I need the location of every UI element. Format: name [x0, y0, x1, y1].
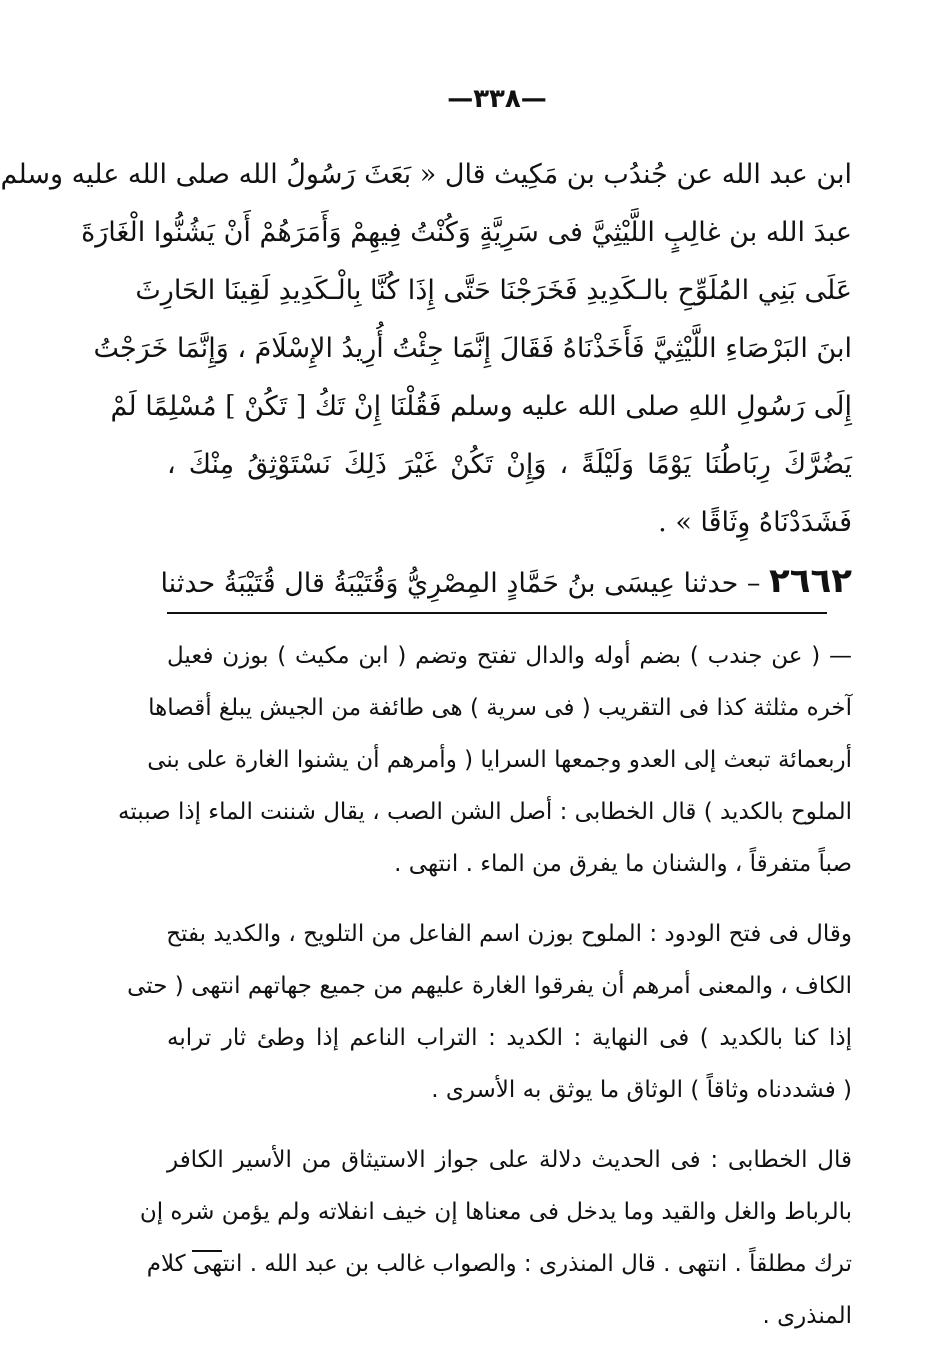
end-dash — [192, 1250, 222, 1252]
commentary-line: أربعمائة تبعث إلى العدو وجمعها السرايا ( وأمرهم أن يشنوا الغارة على بنى — [147, 747, 852, 773]
hadith-text-line: فَشَدَدْنَاهُ وِثَاقًا » . — [658, 507, 852, 538]
commentary-line: ترك مطلقاً . انتهى . قال المنذرى : والصواب غالب بن عبد الله . انتهى كلام — [146, 1251, 852, 1277]
commentary-line: صباً متفرقاً ، والشنان ما يفرق من الماء . انتهى . — [394, 851, 852, 877]
hadith-text-line: ابنَ البَرْصَاءِ اللَّيْثِيَّ فَأَخَذْنَاهُ فَقَالَ إِنَّمَا جِئْتُ أُرِيدُ الإِسْلَامَ ، وَإِنَّمَا خَرَجْتُ — [93, 333, 852, 364]
hadith-text-line: عَلَى بَنِي المُلَوِّحِ بالـكَدِيدِ فَخَرَجْنَا حَتَّى إِذَا كُنَّا بِالْـكَدِيدِ لَقِينَا الحَارِثَ — [135, 275, 852, 306]
hadith-text-line: ابن عبد الله عن جُندُب بن مَكِيث قال « بَعَثَ رَسُولُ الله صلى الله عليه وسلم — [0, 159, 852, 190]
commentary-line: المنذرى . — [762, 1303, 852, 1329]
hadith-text — [0, 146, 852, 552]
commentary-line: الكاف ، والمعنى أمرهم أن يفرقوا الغارة عليهم من جميع جهاتهم انتهى ( حتى — [127, 973, 852, 999]
page-number: —٣٣٨— — [447, 84, 547, 114]
hadith-number: ٢٦٦٢ — [768, 561, 852, 601]
hadith-text-line: يَضُرَّكَ رِبَاطُنَا يَوْمًا وَلَيْلَةً ، وَإِنْ تَكُنْ غَيْرَ ذَلِكَ نَسْتَوْثِقُ مِنْكَ ، — [167, 449, 852, 480]
hadith-header — [160, 552, 852, 610]
commentary-line: الملوح بالكديد ) قال الخطابى : أصل الشن الصب ، يقال شننت الماء إذا صببته — [117, 799, 852, 825]
hadith-text-line: عبدَ الله بن غالِبٍ اللَّيْثِيَّ فى سَرِيَّةٍ وَكُنْتُ فِيهِمْ وَأَمَرَهُمْ أَنْ يَشُنُّوا الْغَارَةَ — [81, 217, 852, 248]
commentary-paragraph — [117, 630, 852, 890]
commentary-line: آخره مثلثة كذا فى التقريب ( فى سرية ) هى طائفة من الجيش يبلغ أقصاها — [148, 695, 852, 721]
commentary-paragraph — [139, 1134, 852, 1342]
footnote-separator — [167, 612, 827, 614]
commentary — [117, 630, 852, 1360]
commentary-line: وقال فى فتح الودود : الملوح بوزن اسم الفاعل من التلويح ، والكديد بفتح — [166, 921, 852, 947]
commentary-line: بالرباط والغل والقيد وما يدخل فى معناها إن خيف انفلاته ولم يؤمن شره إن — [139, 1199, 852, 1225]
commentary-line: إذا كنا بالكديد ) فى النهاية : الكديد : التراب الناعم إذا وطئ ثار ترابه — [167, 1025, 852, 1051]
hadith-header-text: – حدثنا عِيسَى بنُ حَمَّادٍ المِصْرِيُّ وَقُتَيْبَةُ قال قُتَيْبَةُ حدثنا — [160, 568, 761, 599]
commentary-paragraph — [127, 908, 852, 1116]
commentary-line: قال الخطابى : فى الحديث دلالة على جواز الاستيثاق من الأسير الكافر — [167, 1147, 852, 1173]
commentary-line: — ( عن جندب ) بضم أوله والدال تفتح وتضم ( ابن مكيث ) بوزن فعيل — [167, 643, 852, 669]
hadith-text-line: إِلَى رَسُولِ اللهِ صلى الله عليه وسلم فَقُلْنَا إِنْ تَكُ [ تَكُنْ ] مُسْلِمًا لَمْ — [110, 391, 852, 422]
commentary-line: ( فشددناه وثاقاً ) الوثاق ما يوثق به الأسرى . — [431, 1077, 852, 1103]
